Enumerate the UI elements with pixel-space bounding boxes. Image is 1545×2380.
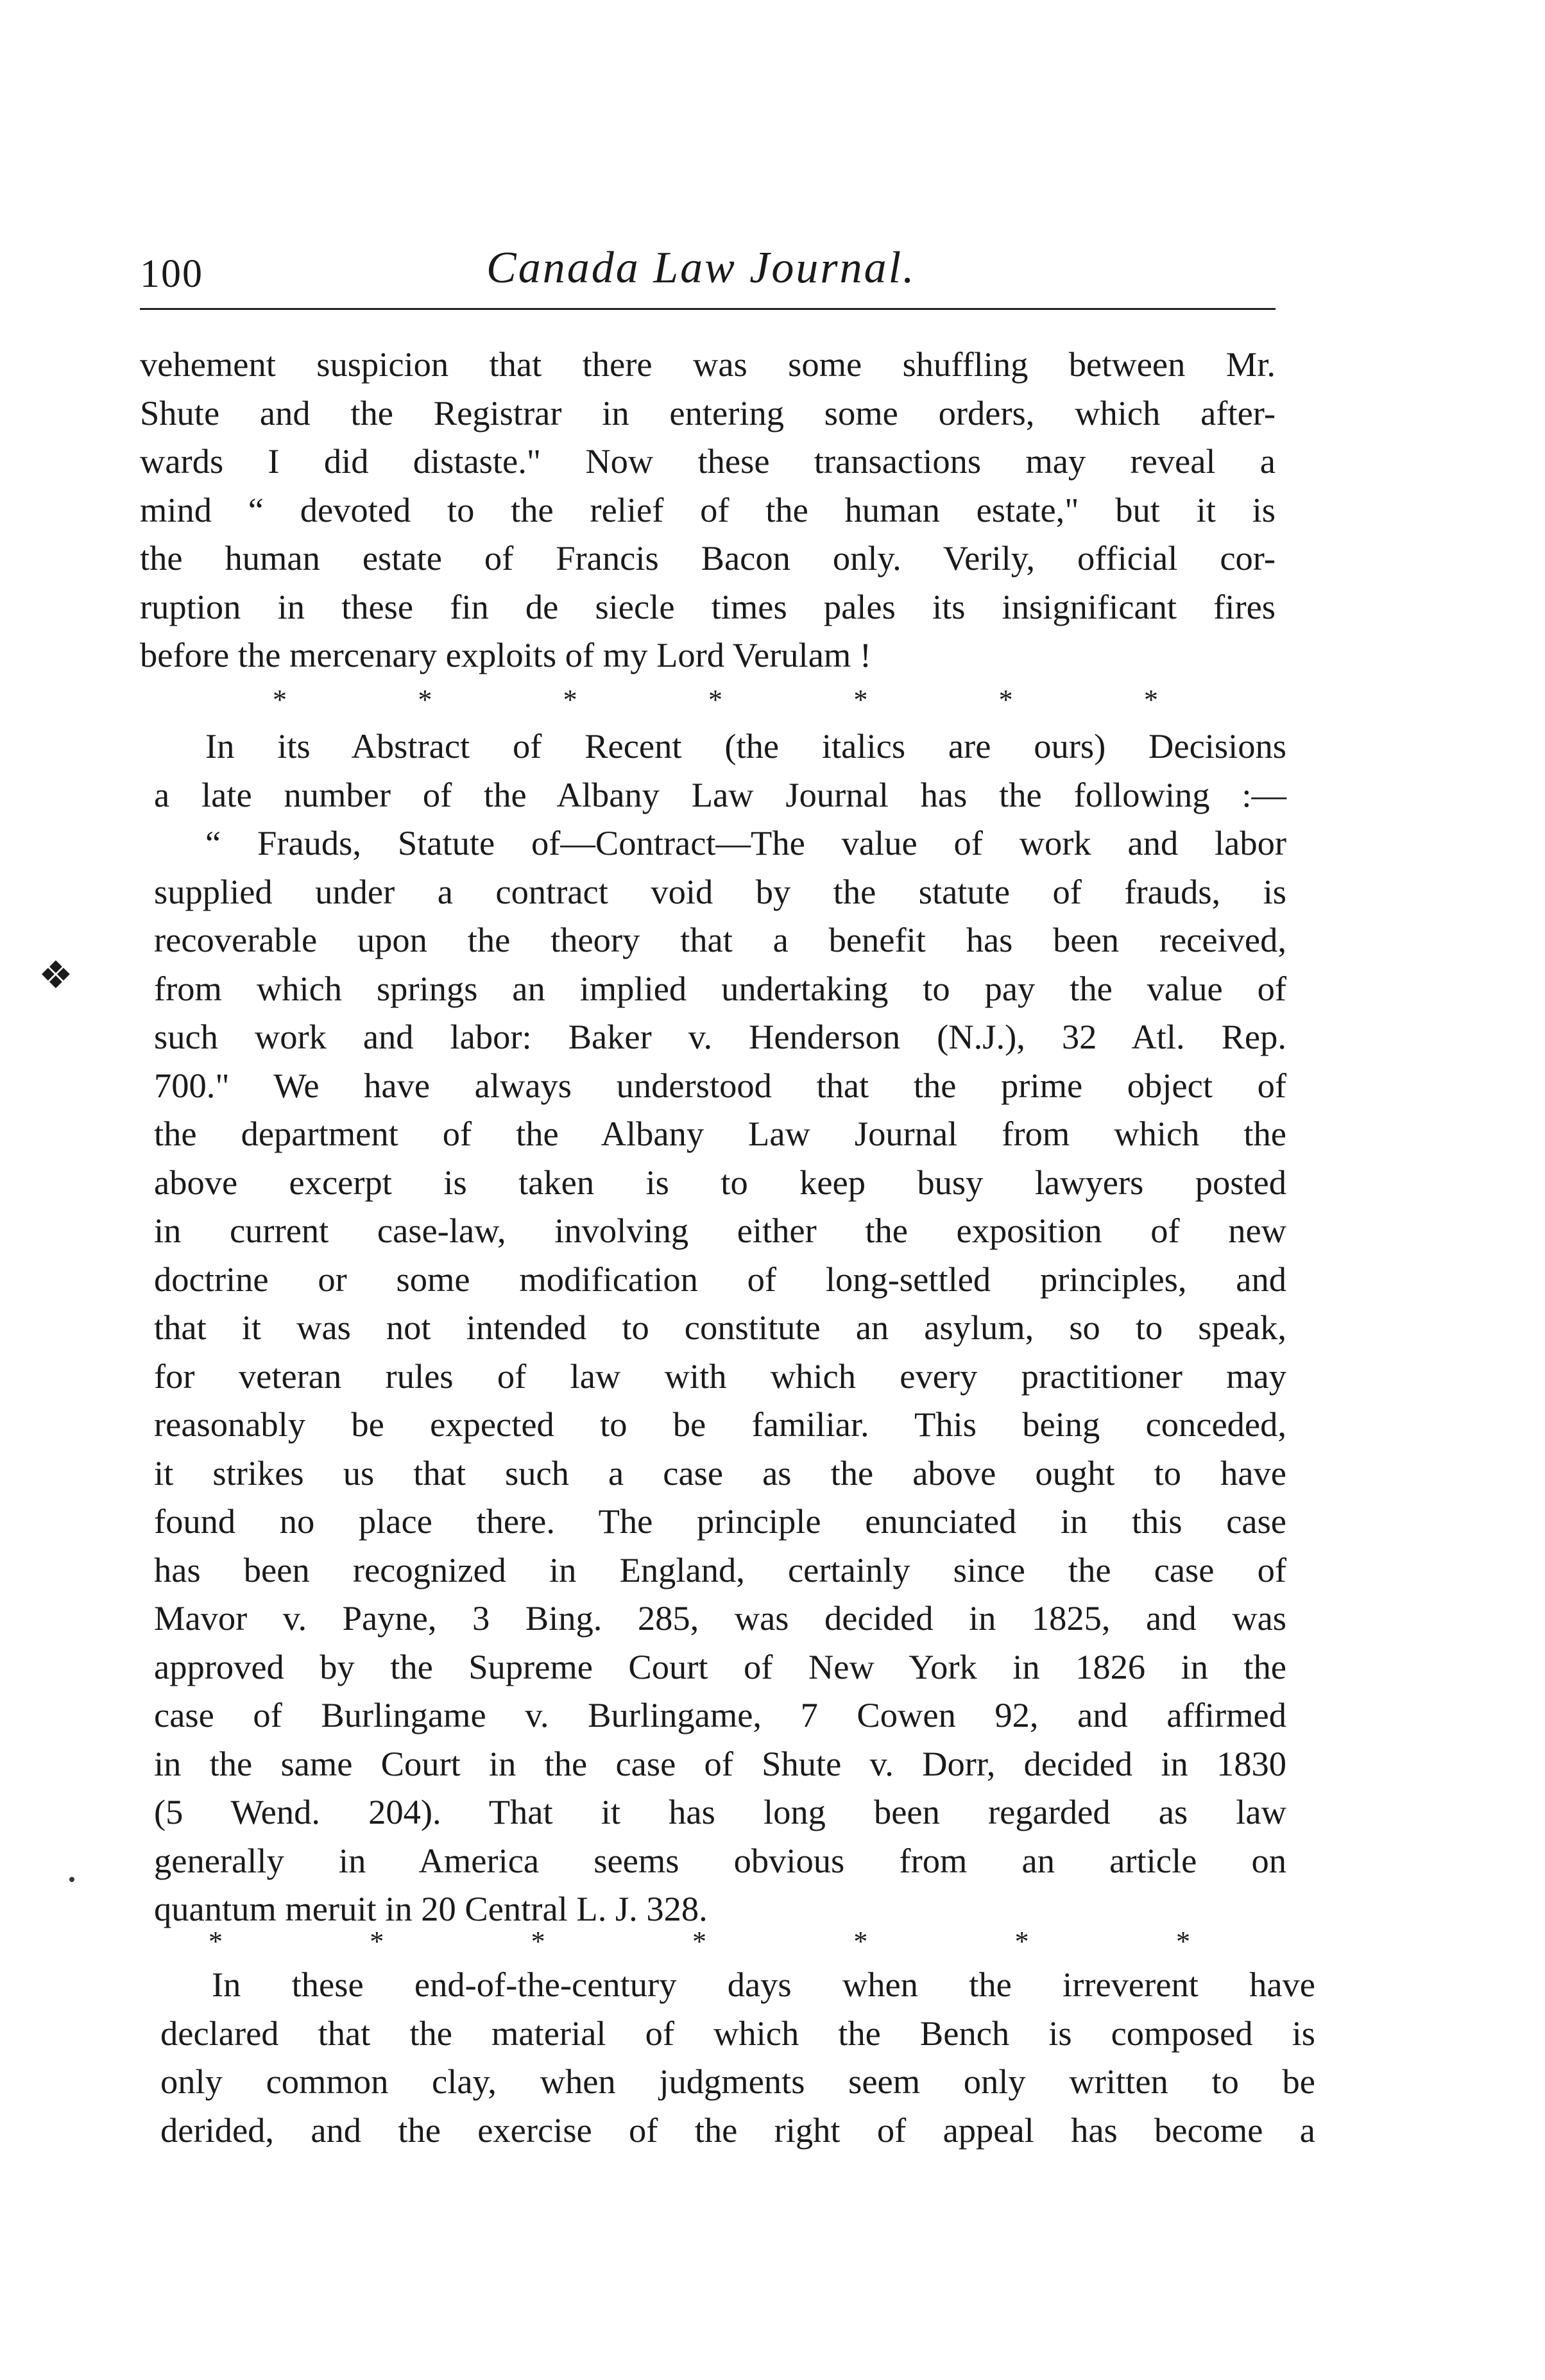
margin-mark: ❖ [38,954,73,997]
separator-star: * [273,684,287,715]
text-line: in current case-law, involving either the exposition of new [154,1211,1286,1250]
text-line: In these end-of-the-century days when the irreverent have [212,1965,1315,2004]
text-line: quantum meruit in 20 Central L. J. 328. [154,1889,708,1928]
running-header [140,243,1276,307]
text-line: a late number of the Albany Law Journal has the following :— [154,775,1286,814]
text-line: “ Frauds, Statute of—Contract—The value of work and labor [205,823,1286,862]
separator-star: * [1014,1926,1029,1957]
text-line: for veteran rules of law with which every practitioner may [154,1356,1286,1396]
paragraph-century [160,1960,1315,2154]
text-line: generally in America seems obvious from an article on [154,1840,1286,1880]
separator-star: * [1143,684,1158,715]
text-line: that it was not intended to constitute an asylum, so to speak, [154,1308,1286,1347]
header-rule [140,308,1276,310]
margin-dot [69,1877,74,1882]
separator-star: * [209,1926,223,1957]
text-line: the human estate of Francis Bacon only. Verily, official cor- [140,538,1276,578]
separator-star: * [853,684,868,715]
text-line: Mavor v. Payne, 3 Bing. 285, was decided in 1825, and was [154,1598,1286,1638]
text-line: derided, and the exercise of the right of appeal has become a [160,2110,1315,2150]
text-line: ruption in these fin de siecle times pales its insignificant fires [140,586,1276,626]
section-separator [209,1925,1190,1958]
text-line: before the mercenary exploits of my Lord Verulam ! [140,635,872,674]
separator-star: * [853,1926,868,1957]
text-line: found no place there. The principle enunciated in this case [154,1502,1286,1541]
text-line: the department of the Albany Law Journal from which the [154,1114,1286,1153]
text-line: above excerpt is taken is to keep busy lawyers posted [154,1162,1286,1202]
text-line: recoverable upon the theory that a benefit has been received, [154,920,1286,959]
text-line: (5 Wend. 204). That it has long been regarded as law [154,1792,1286,1831]
text-line: vehement suspicion that there was some shuffling between Mr. [140,345,1276,384]
text-line: case of Burlingame v. Burlingame, 7 Cowen 92, and affirmed [154,1695,1286,1734]
text-line: in the same Court in the case of Shute v. Dorr, decided in 1830 [154,1743,1286,1783]
text-line: it strikes us that such a case as the above ought to have [154,1453,1286,1493]
text-line: In its Abstract of Recent (the italics are ours) Decisions [205,726,1286,766]
text-line: from which springs an implied undertaking to pay the value of [154,968,1286,1008]
separator-star: * [370,1926,384,1957]
text-line: declared that the material of which the Bench is composed is [160,2013,1315,2053]
paragraph-bacon [140,340,1276,680]
text-line: Shute and the Registrar in entering some orders, which after- [140,393,1276,432]
text-line: wards I did distaste." Now these transactions may reveal a [140,441,1276,481]
text-line: has been recognized in England, certainly since the case of [154,1550,1286,1589]
text-line: such work and labor: Baker v. Henderson (N.J.), 32 Atl. Rep. [154,1017,1286,1056]
separator-star: * [998,684,1013,715]
text-line: supplied under a contract void by the statute of frauds, is [154,871,1286,911]
text-line: approved by the Supreme Court of New York in 1826 in the [154,1647,1286,1686]
separator-star: * [708,684,722,715]
separator-star: * [1175,1926,1190,1957]
text-line: reasonably be expected to be familiar. This being conceded, [154,1405,1286,1444]
text-line: mind “ devoted to the relief of the human estate," but it is [140,490,1276,529]
separator-star: * [563,684,577,715]
separator-star: * [531,1926,545,1957]
text-line: only common clay, when judgments seem only written to be [160,2062,1315,2101]
page-number: 100 [140,252,203,296]
section-separator [273,683,1158,716]
separator-star: * [418,684,432,715]
paragraph-albany [154,722,1286,1933]
text-line: doctrine or some modification of long-settled principles, and [154,1259,1286,1299]
separator-star: * [692,1926,706,1957]
text-line: 700." We have always understood that the prime object of [154,1065,1286,1105]
running-title: Canada Law Journal. [486,243,916,293]
